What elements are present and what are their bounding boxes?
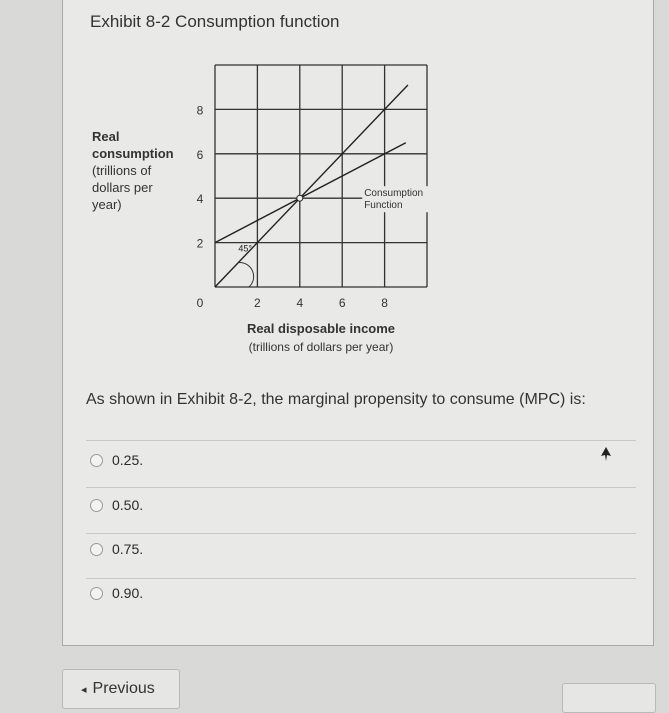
consumption-chart <box>85 60 445 360</box>
divider <box>86 487 636 488</box>
y-tick-label: 6 <box>196 147 204 162</box>
y-label-line: dollars per <box>92 180 153 195</box>
angle-arc <box>238 263 253 287</box>
option-0.75[interactable] <box>90 541 143 557</box>
series-line <box>215 85 408 287</box>
y-label-line: (trillions of <box>92 163 152 178</box>
x-tick-label: 6 <box>338 296 346 310</box>
y-tick-label: 4 <box>196 192 204 207</box>
option-0.25[interactable] <box>90 452 143 468</box>
x-axis-sublabel: (trillions of dollars per year) <box>248 340 394 354</box>
next-button[interactable] <box>562 683 656 713</box>
mouse-cursor-icon <box>600 447 612 463</box>
x-tick-label: 8 <box>381 296 388 310</box>
option-0.50[interactable] <box>90 497 143 513</box>
y-tick-label: 0 <box>196 296 204 310</box>
option-0.90[interactable] <box>90 585 143 601</box>
consumption-function-label: Consumption <box>364 188 424 200</box>
x-tick-label: 4 <box>296 296 304 310</box>
x-axis-label: Real disposable income <box>246 321 396 336</box>
previous-label: Previous <box>92 680 155 697</box>
option-label: 0.90. <box>112 585 144 601</box>
y-label-line: year) <box>92 197 122 212</box>
x-tick-label: 2 <box>254 296 261 310</box>
option-label: 0.25. <box>112 452 144 468</box>
divider <box>86 578 636 579</box>
y-tick-label: 8 <box>196 103 204 118</box>
consumption-function-label: Function <box>364 200 403 212</box>
y-label-line: Real <box>92 129 120 144</box>
radio-button[interactable] <box>90 543 103 556</box>
divider <box>86 533 636 534</box>
exhibit-title: Exhibit 8-2 Consumption function <box>90 12 340 31</box>
radio-button[interactable] <box>90 454 103 467</box>
previous-button[interactable] <box>62 669 180 709</box>
y-label-line: consumption <box>92 146 174 161</box>
intersection-point <box>297 195 303 201</box>
question-text: As shown in Exhibit 8-2, the marginal propensity to consume (MPC) is: <box>86 391 586 408</box>
option-label: 0.75. <box>112 541 144 557</box>
y-tick-label: 2 <box>196 236 204 251</box>
divider <box>86 440 636 441</box>
option-label: 0.50. <box>112 497 144 513</box>
angle-label: 45° <box>238 243 252 254</box>
radio-button[interactable] <box>90 587 103 600</box>
chevron-left-icon: ◂ <box>81 684 87 696</box>
radio-button[interactable] <box>90 499 103 512</box>
